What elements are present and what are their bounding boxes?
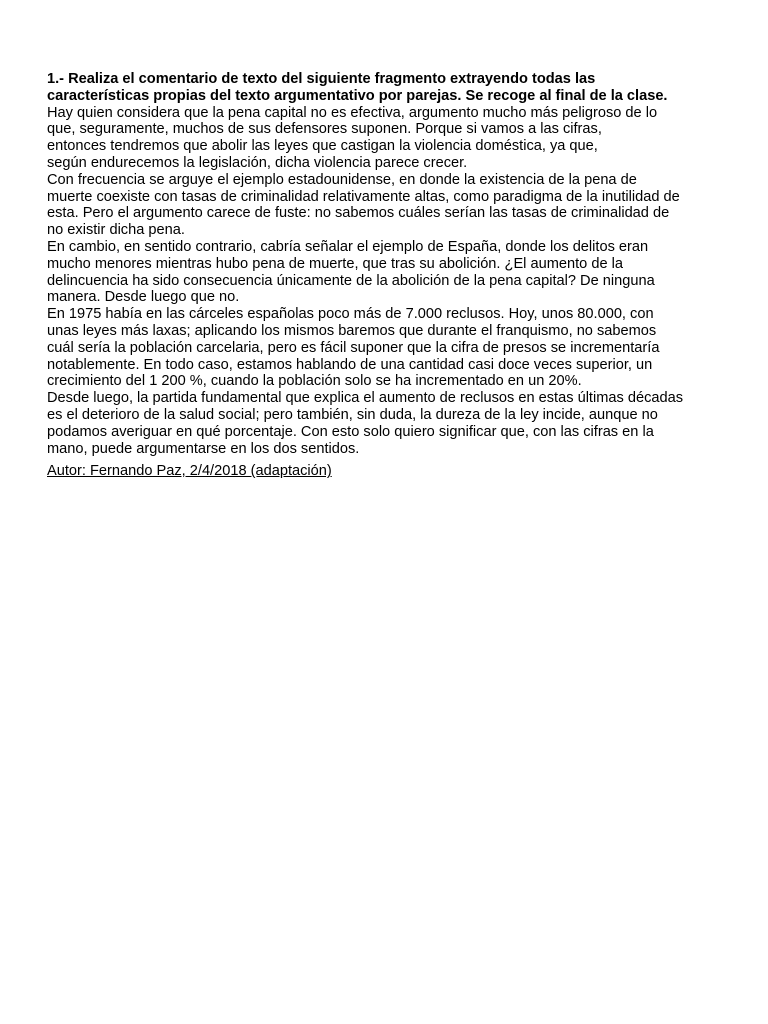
paragraph-line: Desde luego, la partida fundamental que explica el aumento de reclusos en estas últimas décadas [47, 390, 684, 407]
paragraph-line: Con frecuencia se arguye el ejemplo estadounidense, en donde la existencia de la pena de [47, 171, 637, 188]
author-credit: Autor: Fernando Paz, 2/4/2018 (adaptación) [47, 463, 332, 480]
paragraph-line: mano, puede argumentarse en los dos sentidos. [47, 440, 360, 457]
paragraph-line: entonces tendremos que abolir las leyes que castigan la violencia doméstica, ya que, [47, 138, 598, 155]
paragraph-line: según endurecemos la legislación, dicha violencia parece crecer. [47, 154, 468, 171]
paragraph-line: Hay quien considera que la pena capital no es efectiva, argumento mucho más peligroso de lo [47, 104, 658, 121]
paragraph-line: crecimiento del 1 200 %, cuando la población solo se ha incrementado en un 20%. [47, 373, 582, 390]
paragraph-2 [47, 172, 737, 239]
paragraph-5 [47, 390, 737, 457]
paragraph-4 [47, 306, 737, 390]
exercise-heading [47, 71, 737, 105]
paragraph-3 [47, 239, 737, 306]
paragraph-line: manera. Desde luego que no. [47, 289, 240, 306]
paragraph-line: es el deterioro de la salud social; pero también, sin duda, la dureza de la ley incide, aunque no [47, 406, 658, 423]
paragraph-line: muerte coexiste con tasas de criminalidad relativamente altas, como paradigma de la inutilidad de [47, 188, 680, 205]
paragraph-line: unas leyes más laxas; aplicando los mismos baremos que durante el franquismo, no sabemos [47, 322, 657, 339]
paragraph-1 [47, 105, 737, 172]
document-page [47, 71, 737, 480]
paragraph-line: En cambio, en sentido contrario, cabría señalar el ejemplo de España, donde los delitos eran [47, 238, 649, 255]
heading-line: 1.- Realiza el comentario de texto del siguiente fragmento extrayendo todas las [47, 71, 596, 87]
paragraph-line: cuál sería la población carcelaria, pero es fácil suponer que la cifra de presos se incrementaría [47, 339, 660, 356]
paragraph-line: podamos averiguar en qué porcentaje. Con esto solo quiero significar que, con las cifras en la [47, 423, 654, 440]
paragraph-line: notablemente. En todo caso, estamos hablando de una cantidad casi doce veces superior, un [47, 356, 653, 373]
paragraph-line: En 1975 había en las cárceles españolas poco más de 7.000 reclusos. Hoy, unos 80.000, con [47, 306, 654, 323]
paragraph-line: delincuencia ha sido consecuencia únicamente de la abolición de la pena capital? De ninguna [47, 272, 655, 289]
paragraph-line: no existir dicha pena. [47, 222, 185, 239]
heading-line: características propias del texto argumentativo por parejas. Se recoge al final de la clase. [47, 87, 668, 104]
paragraph-line: mucho menores mientras hubo pena de muerte, que tras su abolición. ¿El aumento de la [47, 255, 623, 272]
paragraph-line: que, seguramente, muchos de sus defensores suponen. Porque si vamos a las cifras, [47, 121, 602, 138]
paragraph-line: esta. Pero el argumento carece de fuste: no sabemos cuáles serían las tasas de criminalidad de [47, 205, 670, 222]
